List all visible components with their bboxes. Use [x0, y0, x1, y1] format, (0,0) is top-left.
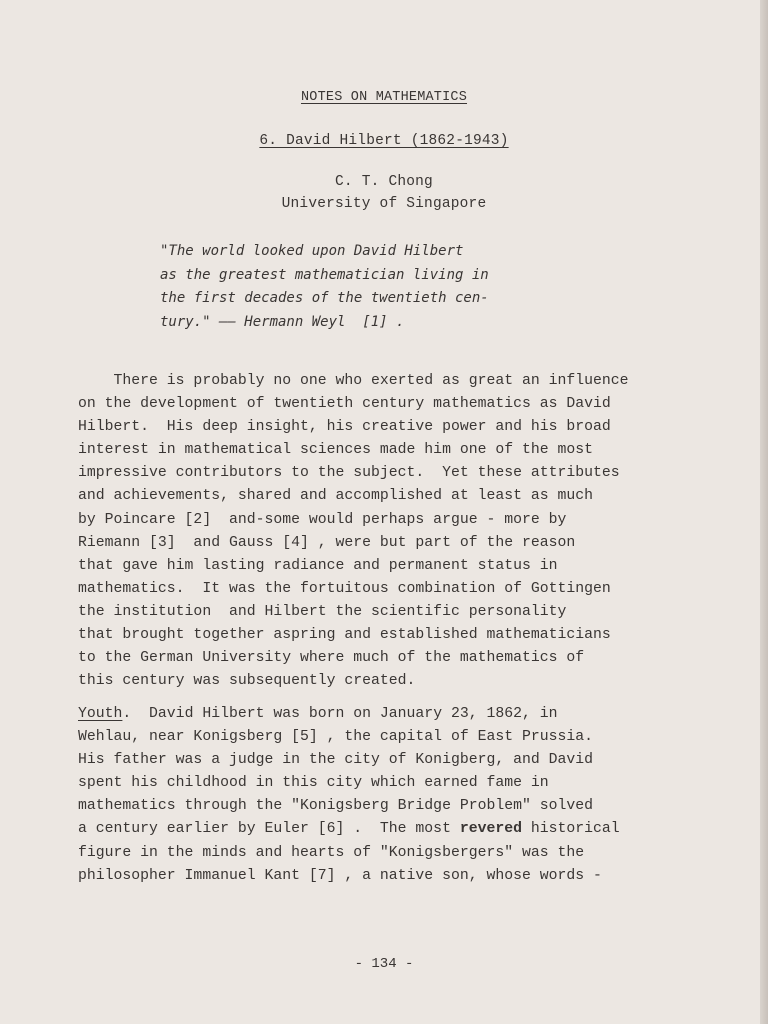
- page-number: - 134 -: [354, 956, 414, 972]
- paragraph-line-text: . David Hilbert was born on January 23, 1862, in: [122, 706, 558, 722]
- paragraph-intro: [78, 370, 728, 693]
- bold-word: revered: [459, 821, 522, 838]
- paragraph-line: mathematics. It was the fortuitous combination of Gottingen: [78, 580, 611, 597]
- epigraph: [160, 240, 600, 334]
- paragraph-line: [78, 703, 728, 726]
- paragraph-line: [78, 818, 728, 841]
- paragraph-line: impressive contributors to the subject. Yet these attributes: [78, 465, 620, 482]
- paragraph-line: Hilbert. His deep insight, his creative power and his broad: [78, 419, 611, 436]
- author-affiliation: University of Singapore: [281, 196, 487, 212]
- paragraph-line: that gave him lasting radiance and permanent status in: [78, 557, 558, 574]
- epigraph-line: the first decades of the twentieth cen-: [160, 290, 489, 306]
- paragraph-line: that brought together aspring and established mathematicians: [78, 627, 611, 644]
- paragraph-line: interest in mathematical sciences made him one of the most: [78, 442, 594, 459]
- paragraph-line: spent his childhood in this city which earned fame in: [78, 775, 549, 792]
- paragraph-line: There is probably no one who exerted as great an influence: [78, 373, 629, 389]
- article-title-text: 6. David Hilbert (1862-1943): [259, 133, 509, 149]
- author-name: C. T. Chong: [335, 174, 433, 190]
- epigraph-line: tury." —— Hermann Weyl [1] .: [160, 313, 405, 330]
- paragraph-youth: [78, 703, 728, 888]
- paragraph-line: His father was a judge in the city of Konigberg, and David: [78, 752, 594, 769]
- paragraph-line: Riemann [3] and Gauss [4] , were but part of the reason: [78, 534, 576, 551]
- paragraph-line: to the German University where much of the mathematics of: [78, 650, 585, 667]
- paragraph-line: the institution and Hilbert the scientific personality: [78, 603, 567, 620]
- paragraph-line: philosopher Immanuel Kant [7] , a native son, whose words -: [78, 867, 602, 884]
- section-heading-youth: Youth: [78, 706, 123, 722]
- paragraph-line: and achievements, shared and accomplished at least as much: [78, 488, 594, 505]
- epigraph-line: "The world looked upon David Hilbert: [160, 243, 464, 259]
- paragraph-line-text: a century earlier by Euler [6] . The most: [78, 821, 460, 838]
- paragraph-line: figure in the minds and hearts of "Konigsbergers" was the: [78, 844, 585, 861]
- paragraph-line: on the development of twentieth century mathematics as David: [78, 396, 611, 413]
- page-edge: [760, 0, 768, 1024]
- paragraph-line-text: historical: [522, 821, 620, 838]
- section-title-text: NOTES ON MATHEMATICS: [300, 90, 468, 105]
- article-title: [0, 133, 768, 149]
- paragraph-line: Wehlau, near Konigsberg [5] , the capital of East Prussia.: [78, 729, 594, 746]
- section-title: [0, 90, 768, 105]
- paragraph-line: mathematics through the "Konigsberg Bridge Problem" solved: [78, 798, 594, 815]
- paragraph-line: by Poincare [2] and-some would perhaps argue - more by: [78, 511, 567, 528]
- epigraph-line: as the greatest mathematician living in: [160, 266, 489, 283]
- paragraph-line: this century was subsequently created.: [78, 673, 416, 690]
